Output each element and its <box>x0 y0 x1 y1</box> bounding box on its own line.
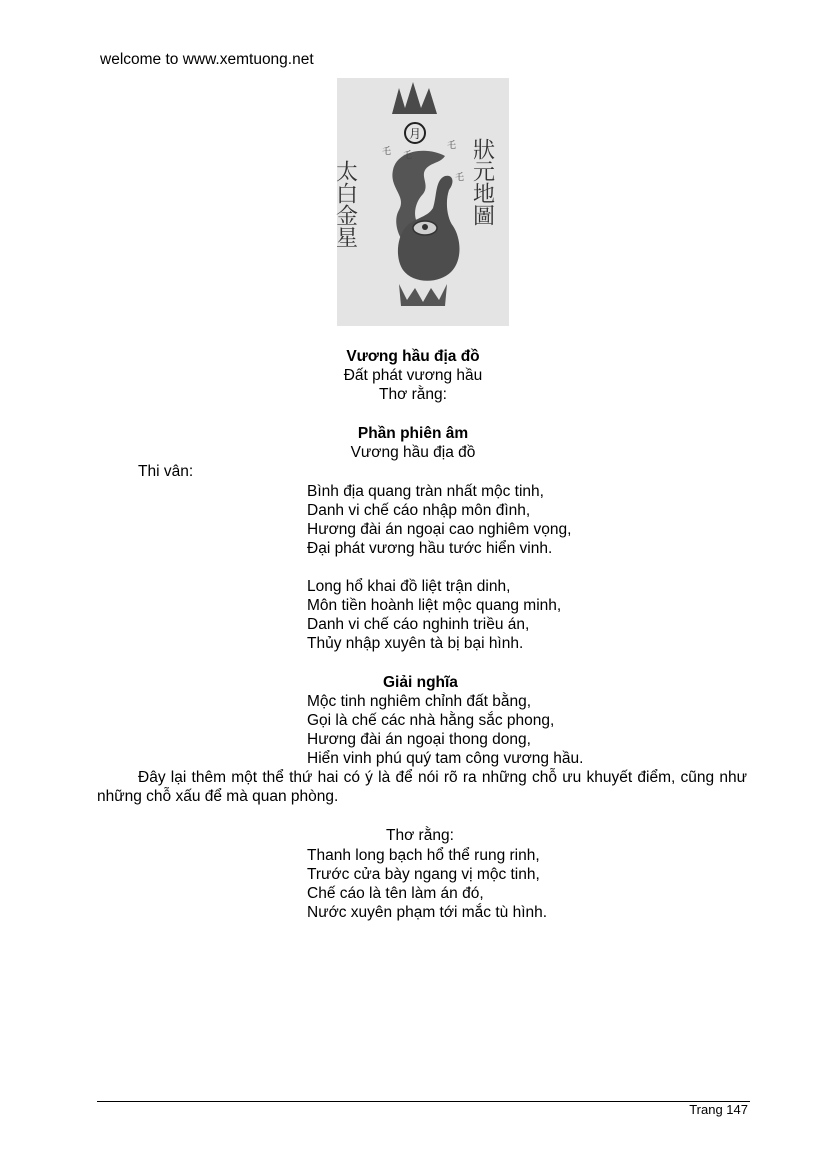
verse-line: Hương đài án ngoại cao nghiêm vọng, <box>307 521 572 538</box>
verse-line: Bình địa quang tràn nhất mộc tinh, <box>307 483 544 500</box>
giai-nghia-heading: Giải nghĩa <box>383 674 458 691</box>
body-paragraph: Đây lại thêm một thể thứ hai có ý là để nói rõ ra những chỗ ưu khuyết điểm, cũng như những chỗ xấu để mà quan phòng. <box>97 769 747 805</box>
verse-line: Môn tiền hoành liệt mộc quang minh, <box>307 597 562 614</box>
verse-line: Chế cáo là tên làm án đó, <box>307 885 484 902</box>
phien-am-heading: Phần phiên âm <box>357 425 469 442</box>
moon-label: 月 <box>408 127 422 141</box>
geomancy-figure <box>332 78 509 326</box>
poem-intro: Thơ rằng: <box>379 386 447 403</box>
left-caption: 太白金星 <box>332 160 358 248</box>
verse-line: Nước xuyên phạm tới mắc tù hình. <box>307 904 548 921</box>
verse-line: Đại phát vương hầu tước hiển vinh. <box>307 540 553 557</box>
verse-line: Danh vi chế cáo nhập môn đình, <box>307 502 531 519</box>
giai-nghia-stanza <box>307 692 583 768</box>
subtitle: Đất phát vương hầu <box>343 367 483 384</box>
main-title: Vương hầu địa đồ <box>346 348 480 365</box>
page-number: Trang 147 <box>689 1102 748 1117</box>
verse-line: Danh vi chế cáo nghinh triều án, <box>307 616 530 633</box>
mark-1: 乇 <box>382 147 392 157</box>
poem2-intro: Thơ rằng: <box>386 827 454 844</box>
phien-am-subheading: Vương hầu địa đồ <box>350 444 476 461</box>
stanza-2 <box>307 577 561 653</box>
mark-4: 乇 <box>455 173 465 183</box>
verse-line: Thủy nhập xuyên tà bị bại hình. <box>307 635 524 652</box>
mark-3: 乇 <box>403 151 413 161</box>
figure-illustration <box>332 78 509 326</box>
footer-divider <box>97 1101 750 1102</box>
verse-line: Hiển vinh phú quý tam công vương hầu. <box>307 750 584 767</box>
stanza-1 <box>307 482 571 558</box>
poem2-stanza <box>307 846 547 922</box>
verse-line: Gọi là chế các nhà hằng sắc phong, <box>307 712 555 729</box>
verse-line: Hương đài án ngoại thong dong, <box>307 731 531 748</box>
verse-line: Thanh long bạch hổ thể rung rinh, <box>307 847 540 864</box>
site-header-text: welcome to www.xemtuong.net <box>100 51 314 68</box>
verse-line: Long hổ khai đồ liệt trận dinh, <box>307 578 511 595</box>
mark-2: 乇 <box>447 141 457 151</box>
verse-line: Mộc tinh nghiêm chỉnh đất bằng, <box>307 693 532 710</box>
thi-van-label: Thi vân: <box>138 463 194 480</box>
verse-line: Trước cửa bày ngang vị mộc tinh, <box>307 866 540 883</box>
right-caption: 狀元地圖 <box>469 138 495 226</box>
